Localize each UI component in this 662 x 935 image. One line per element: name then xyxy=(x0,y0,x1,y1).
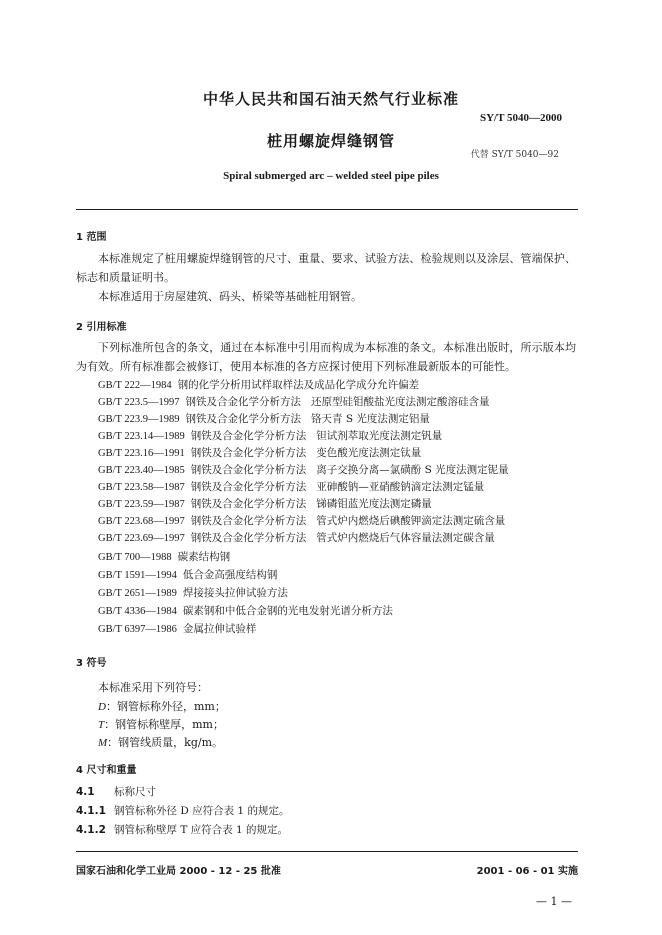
reference-item xyxy=(98,394,489,409)
subsection-4-1-1 xyxy=(76,803,289,818)
reference-item xyxy=(98,377,419,392)
reference-title: 钢铁及合金化学分析方法 xyxy=(185,396,301,408)
reference-code: GB/T 700—1988 xyxy=(98,552,172,563)
subsection-number: 4.1.2 xyxy=(76,824,106,836)
reference-title: 钢铁及合金化学分析方法 xyxy=(190,481,307,493)
section-2-heading: 2 引用标准 xyxy=(76,322,127,333)
reference-item xyxy=(98,585,288,600)
reference-item xyxy=(98,479,484,494)
reference-item xyxy=(98,621,256,636)
symbol-description: ：钢管线质量，kg/m。 xyxy=(107,736,224,749)
section-1-para-2: 本标准适用于房屋建筑、码头、桥梁等基础桩用钢管。 xyxy=(98,290,362,303)
symbol-item xyxy=(98,698,226,714)
reference-method: 钽试剂萃取光度法测定钒量 xyxy=(316,430,443,442)
footer-divider xyxy=(76,851,578,852)
reference-title: 钢铁及合金化学分析方法 xyxy=(190,515,307,527)
subsection-number: 4.1 xyxy=(76,786,95,798)
symbol-item xyxy=(98,716,224,732)
reference-code: GB/T 223.58—1987 xyxy=(98,482,185,493)
reference-code: GB/T 223.14—1989 xyxy=(98,431,185,442)
standard-number: SY/T 5040—2000 xyxy=(479,112,562,124)
reference-code: GB/T 223.16—1991 xyxy=(98,448,185,459)
reference-method: 管式炉内燃烧后气体容量法测定碳含量 xyxy=(316,532,495,544)
reference-method: 亚砷酸钠—亚硝酸钠滴定法测定锰量 xyxy=(316,481,485,493)
subsection-4-1-2 xyxy=(76,822,288,837)
reference-code: GB/T 223.5—1997 xyxy=(98,397,180,408)
reference-method: 变色酸光度法测定钛量 xyxy=(316,447,422,459)
header-divider xyxy=(76,209,578,210)
reference-title: 焊接接头拉伸试验方法 xyxy=(182,587,288,599)
section-3-intro: 本标准采用下列符号： xyxy=(98,681,208,694)
industry-standard-title: 中华人民共和国石油天然气行业标准 xyxy=(202,90,459,108)
reference-method: 锑磷钼蓝光度法测定磷量 xyxy=(316,498,432,510)
reference-method: 管式炉内燃烧后碘酸钾滴定法测定硫含量 xyxy=(316,515,506,527)
reference-method: 离子交换分离—氯磺酚 S 光度法测定铌量 xyxy=(316,464,509,476)
reference-code: GB/T 2651—1989 xyxy=(98,588,177,599)
reference-item xyxy=(98,549,230,564)
subsection-text: 钢管标称壁厚 T 应符合表 1 的规定。 xyxy=(114,824,289,836)
reference-title: 碳素结构钢 xyxy=(177,551,231,563)
reference-code: GB/T 223.40—1985 xyxy=(98,465,185,476)
reference-item xyxy=(98,428,442,443)
symbol-letter: T xyxy=(98,719,105,731)
document-title: 桩用螺旋焊缝钢管 xyxy=(266,132,395,150)
approval-note: 国家石油和化学工业局 2000 - 12 - 25 批准 xyxy=(76,866,281,877)
section-2-para-1: 下列标准所包含的条文，通过在本标准中引用而构成为本标准的条文。本标准出版时，所示版本均为有效。所有标准都会被修订，使用本标准的各方应探讨使用下列标准最新版本的可能性。 xyxy=(76,341,576,373)
symbol-letter: M xyxy=(98,737,108,749)
symbol-item xyxy=(98,734,223,750)
subsection-text: 钢管标称外径 D 应符合表 1 的规定。 xyxy=(114,805,290,817)
reference-title: 钢铁及合金化学分析方法 xyxy=(190,447,307,459)
reference-item xyxy=(98,567,277,582)
section-3-heading: 3 符号 xyxy=(76,658,107,669)
english-title: Spiral submerged arc – welded steel pipe piles xyxy=(223,170,439,182)
reference-item xyxy=(98,513,505,528)
reference-title: 钢铁及合金化学分析方法 xyxy=(190,532,307,544)
section-1-heading: 1 范围 xyxy=(76,232,107,243)
reference-code: GB/T 223.68—1997 xyxy=(98,516,185,527)
reference-title: 钢铁及合金化学分析方法 xyxy=(190,464,307,476)
reference-item xyxy=(98,603,393,618)
reference-title: 金属拉伸试验样 xyxy=(182,623,257,635)
reference-code: GB/T 223.69—1997 xyxy=(98,533,185,544)
section-1-para-1: 本标准规定了桩用螺旋焊缝钢管的尺寸、重量、要求、试验方法、检验规则以及涂层、管端保护、标志和质量证明书。 xyxy=(76,252,576,284)
reference-title: 钢铁及合金化学分析方法 xyxy=(190,430,307,442)
implementation-date: 2001 - 06 - 01 实施 xyxy=(476,866,578,877)
replaces-note: 代替 SY/T 5040—92 xyxy=(470,150,559,160)
page-number: — 1 — xyxy=(536,895,572,908)
symbol-description: ：钢管标称外径，mm； xyxy=(105,700,226,713)
reference-method: 还原型硅钼酸盐光度法测定酸溶硅含量 xyxy=(310,396,490,408)
reference-title: 低合金高强度结构钢 xyxy=(182,569,278,581)
subsection-number: 4.1.1 xyxy=(76,805,106,817)
reference-method: 铬天青 S 光度法测定铝量 xyxy=(310,413,430,425)
reference-title: 钢的化学分析用试样取样法及成品化学成分允许偏差 xyxy=(177,379,420,391)
section-4-heading: 4 尺寸和重量 xyxy=(76,765,137,776)
reference-title: 钢铁及合金化学分析方法 xyxy=(190,498,307,510)
reference-code: GB/T 223.59—1987 xyxy=(98,499,185,510)
reference-code: GB/T 6397—1986 xyxy=(98,624,177,635)
subsection-4-1 xyxy=(76,784,156,799)
reference-title: 碳素钢和中低合金钢的光电发射光谱分析方法 xyxy=(182,605,393,617)
reference-code: GB/T 4336—1984 xyxy=(98,606,177,617)
reference-code: GB/T 222—1984 xyxy=(98,380,172,391)
reference-code: GB/T 223.9—1989 xyxy=(98,414,180,425)
symbol-description: ：钢管标称壁厚，mm； xyxy=(104,718,224,731)
reference-item xyxy=(98,462,509,477)
reference-item xyxy=(98,530,495,545)
reference-title: 钢铁及合金化学分析方法 xyxy=(185,413,301,425)
symbol-letter: D xyxy=(98,701,106,713)
reference-code: GB/T 1591—1994 xyxy=(98,570,177,581)
subsection-text: 标称尺寸 xyxy=(114,786,156,798)
reference-item xyxy=(98,445,421,460)
reference-item xyxy=(98,496,432,511)
reference-item xyxy=(98,411,430,426)
